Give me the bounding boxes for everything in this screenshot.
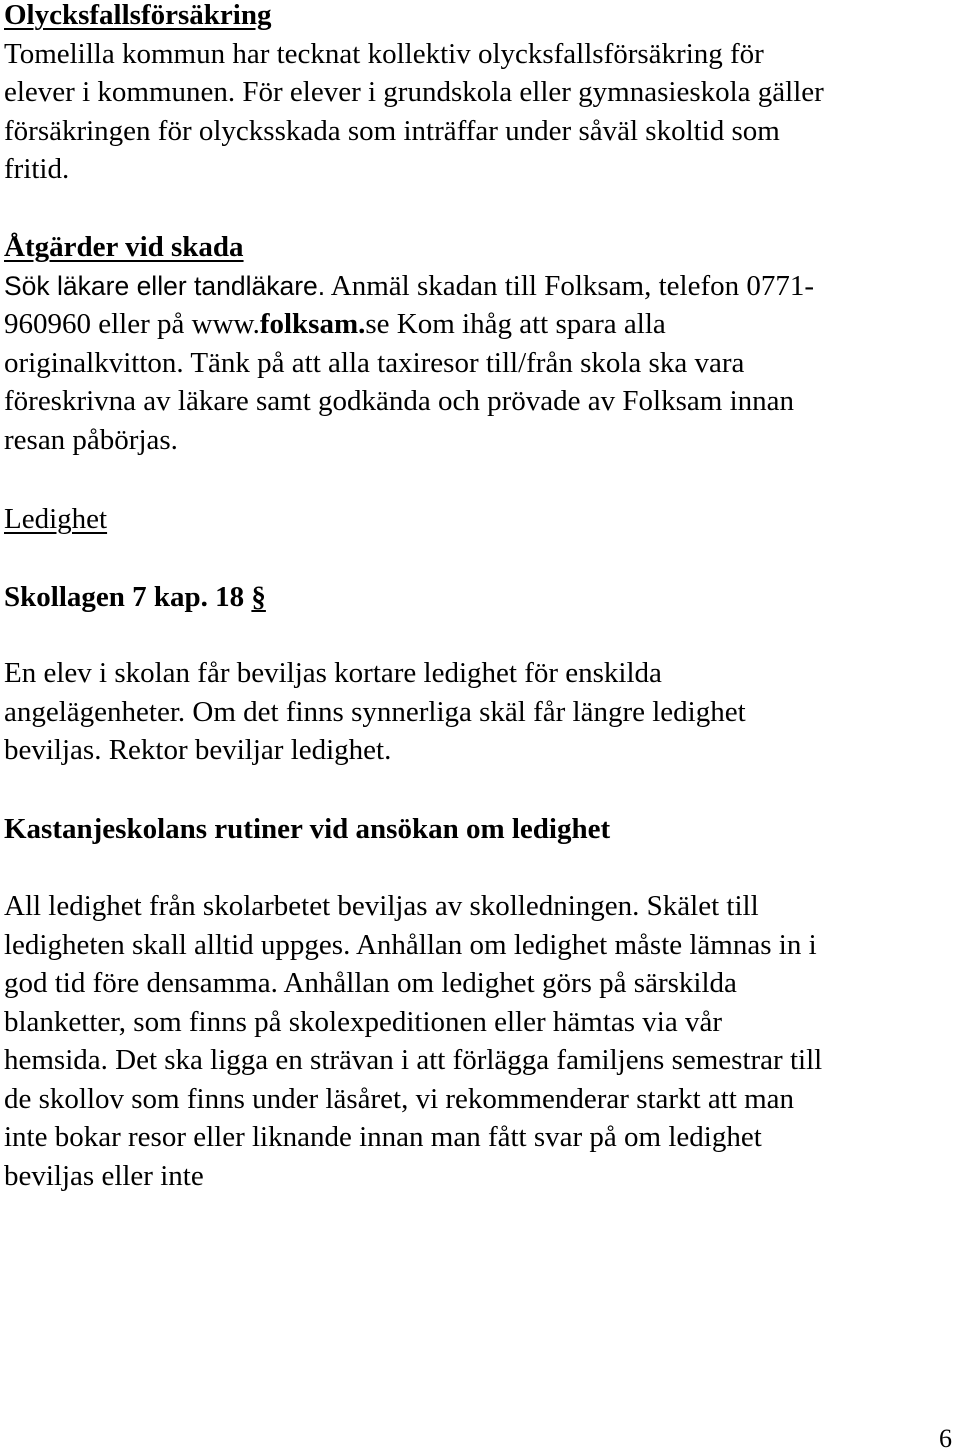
section-insurance [4,0,960,189]
injury-line-1-sans: Sök läkare eller tandläkare. [4,270,326,301]
injury-line-2-b: folksam. [259,308,366,340]
routines-line-2: ledigheten skall alltid uppges. Anhållan om ledighet måste lämnas in i [4,928,817,961]
injury-line-2 [4,305,960,344]
heading-leave [4,500,960,539]
routines-line-1: All ledighet från skolarbetet beviljas av skolledningen. Skälet till [4,890,759,922]
page-number: 6 [939,1424,952,1453]
heading-insurance: Olycksfallsförsäkring [4,0,272,31]
injury-line-5: resan påbörjas. [4,423,178,456]
leave-line-1: En elev i skolan får beviljas kortare ledighet för enskilda [4,657,662,689]
injury-line-1 [4,267,960,306]
routines-line-5: hemsida. Det ska ligga en strävan i att förlägga familjens semestrar till [4,1044,823,1076]
injury-line-3: originalkvitton. Tänk på att alla taxiresor till/från skola ska vara [4,346,745,379]
section-leave [4,500,960,539]
paragraph-symbol: § [251,581,266,613]
heading-injury: Åtgärder vid skada [4,231,244,263]
law-reference-line [4,578,960,617]
leave-line-3: beviljas. Rektor beviljar ledighet. [4,734,392,766]
routines-line-8: beviljas eller inte [4,1159,204,1192]
law-reference-text: Skollagen 7 kap. 18 [4,581,245,613]
injury-line-2-a: 960960 eller på www. [4,308,260,340]
heading-routines: Kastanjeskolans rutiner vid ansökan om ledighet [4,813,611,845]
leave-text [4,654,960,770]
routines-line-4: blanketter, som finns på skolexpeditionen eller hämtas via vår [4,1005,722,1038]
law-reference [4,578,960,617]
injury-line-1-rest: Anmäl skadan till Folksam, telefon 0771- [325,269,815,302]
heading-routines-block [4,810,960,849]
routines-line-3: god tid före densamma. Anhållan om ledighet görs på särskilda [4,967,737,999]
heading-leave-text: Ledighet [4,503,108,535]
insurance-line-4: fritid. [4,153,70,185]
injury-line-2-c: se Kom ihåg att spara alla [365,308,666,340]
insurance-line-2: elever i kommunen. För elever i grundskola eller gymnasieskola gäller [4,76,824,108]
insurance-line-1: Tomelilla kommun har tecknat kollektiv olycksfallsförsäkring för [4,37,764,70]
insurance-line-3: försäkringen för olycksskada som inträffar under såväl skoltid som [4,114,780,147]
routines-line-7: inte bokar resor eller liknande innan man fått svar på om ledighet [4,1121,762,1153]
leave-line-2: angelägenheter. Om det finns synnerliga skäl får längre ledighet [4,695,746,728]
section-injury [4,228,960,459]
injury-line-4: föreskrivna av läkare samt godkända och prövade av Folksam innan [4,385,794,417]
routines-line-6: de skollov som finns under läsåret, vi rekommenderar starkt att man [4,1082,795,1115]
routines-text [4,887,960,1195]
